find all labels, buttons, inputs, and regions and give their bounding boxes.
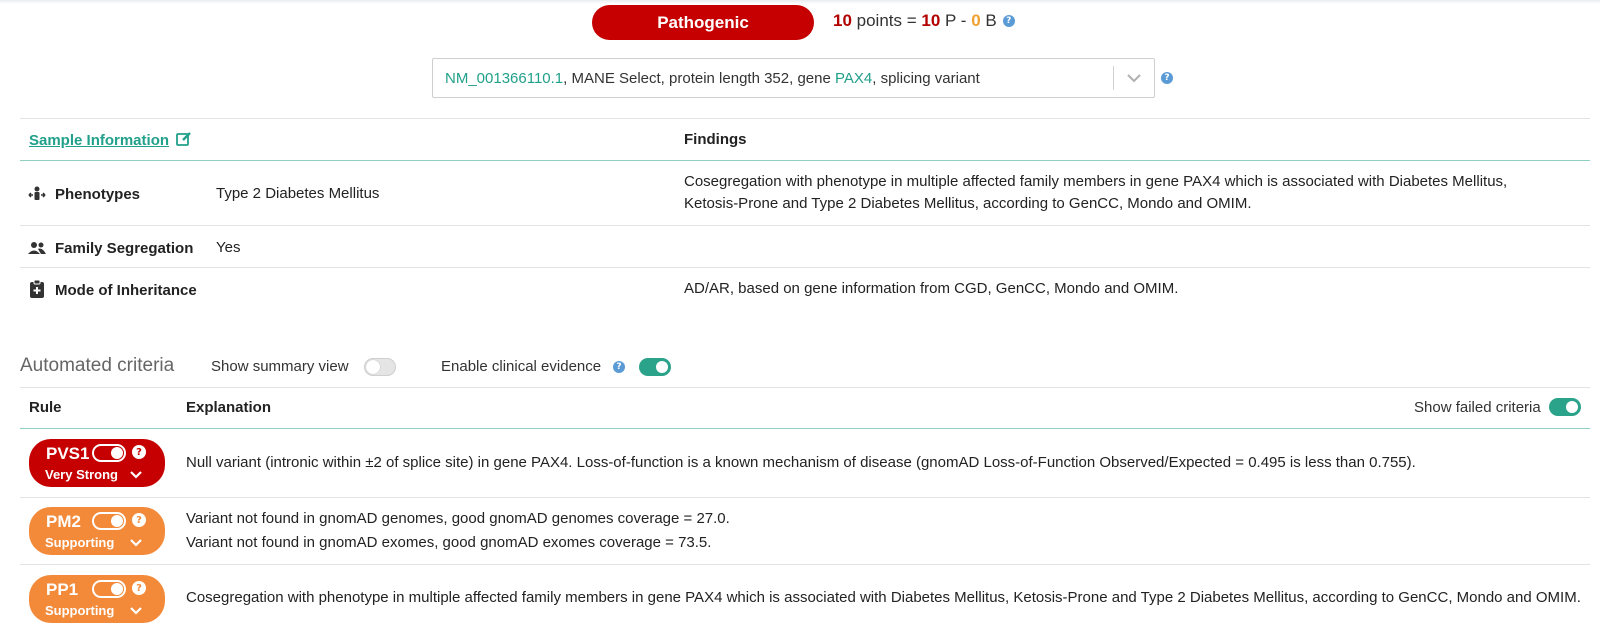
criterion-explanation-line: Variant not found in gnomAD exomes, good gnomAD exomes coverage = 73.5. bbox=[186, 534, 712, 551]
rule-column-header: Rule bbox=[29, 399, 62, 416]
points-total: 10 bbox=[833, 11, 852, 30]
chevron-down-icon[interactable] bbox=[1114, 74, 1154, 83]
failed-criteria-toggle[interactable] bbox=[1549, 398, 1581, 416]
phenotypes-value: Type 2 Diabetes Mellitus bbox=[216, 185, 380, 202]
transcript-select-value bbox=[433, 70, 1113, 87]
divider bbox=[20, 118, 1590, 119]
points-p-label: P - bbox=[940, 11, 972, 30]
criterion-toggle[interactable] bbox=[92, 512, 126, 530]
phenotypes-label: Phenotypes bbox=[55, 186, 141, 203]
criterion-code: PM2 bbox=[46, 512, 81, 531]
family-segregation-value: Yes bbox=[216, 239, 241, 256]
divider bbox=[20, 564, 1590, 565]
criterion-strength: Supporting bbox=[45, 603, 115, 618]
strength-dropdown-icon[interactable] bbox=[129, 535, 143, 553]
transcript-suffix: , splicing variant bbox=[872, 69, 980, 87]
person-arrows-icon bbox=[28, 185, 46, 203]
verdict-badge: Pathogenic bbox=[592, 5, 814, 40]
help-icon[interactable]: ? bbox=[132, 513, 146, 527]
criterion-code: PP1 bbox=[46, 580, 79, 599]
criterion-strength: Very Strong bbox=[45, 467, 118, 482]
help-icon[interactable]: ? bbox=[132, 445, 146, 459]
divider bbox=[20, 267, 1590, 268]
edit-icon[interactable] bbox=[176, 131, 192, 151]
criterion-toggle[interactable] bbox=[92, 580, 126, 598]
summary-view-label: Show summary view bbox=[211, 358, 349, 375]
strength-dropdown-icon[interactable] bbox=[129, 467, 143, 485]
summary-view-toggle[interactable] bbox=[364, 358, 396, 376]
criterion-badge-pp1 bbox=[29, 575, 165, 623]
failed-criteria-label: Show failed criteria bbox=[1414, 399, 1541, 416]
users-icon bbox=[28, 239, 46, 257]
clipboard-plus-icon bbox=[28, 280, 46, 298]
criterion-explanation: Cosegregation with phenotype in multiple affected family members in gene PAX4 which is associated with Diabetes Mellitus, Ketosis-Prone and Type 2 Diabetes Mellitus, according to GenCC, Mondo and OMIM. bbox=[186, 589, 1581, 606]
phenotypes-finding: Cosegregation with phenotype in multiple affected family members in gene PAX4 which is associated with Diabetes Mellitus, Ketosis-Prone and Type 2 Diabetes Mellitus, according to GenCC, Mondo and OMIM. bbox=[684, 173, 1508, 212]
mode-of-inheritance-finding: AD/AR, based on gene information from CGD, GenCC, Mondo and OMIM. bbox=[684, 280, 1179, 297]
sample-info-link[interactable]: Sample Information bbox=[29, 132, 170, 149]
strength-dropdown-icon[interactable] bbox=[129, 603, 143, 621]
criterion-badge-pm2 bbox=[29, 507, 165, 555]
transcript-gene: PAX4 bbox=[835, 69, 873, 87]
findings-header: Findings bbox=[684, 131, 747, 148]
clinical-evidence-help-icon[interactable]: ? bbox=[613, 361, 625, 373]
clinical-evidence-label: Enable clinical evidence bbox=[441, 358, 602, 375]
transcript-help-icon[interactable]: ? bbox=[1161, 72, 1173, 84]
sample-info-header[interactable] bbox=[29, 131, 192, 151]
automated-criteria-title: Automated criteria bbox=[20, 355, 175, 376]
help-icon[interactable]: ? bbox=[132, 581, 146, 595]
divider bbox=[20, 497, 1590, 498]
criterion-strength: Supporting bbox=[45, 535, 115, 550]
mode-of-inheritance-label: Mode of Inheritance bbox=[55, 282, 197, 299]
criterion-badge-pvs1 bbox=[29, 439, 165, 487]
family-segregation-label: Family Segregation bbox=[55, 240, 194, 257]
divider bbox=[20, 387, 1590, 388]
transcript-select[interactable] bbox=[432, 58, 1155, 98]
points-help-icon[interactable]: ? bbox=[1003, 15, 1015, 27]
points-summary bbox=[833, 11, 1015, 31]
criterion-toggle[interactable] bbox=[92, 444, 126, 462]
points-b-value: 0 bbox=[971, 11, 981, 30]
header-divider bbox=[20, 428, 1590, 429]
points-b-label: B bbox=[980, 11, 997, 30]
divider bbox=[20, 225, 1590, 226]
top-shadow bbox=[0, 0, 1600, 4]
transcript-details: , MANE Select, protein length 352, gene bbox=[563, 69, 835, 87]
transcript-id: NM_001366110.1 bbox=[445, 69, 564, 87]
clinical-evidence-toggle[interactable] bbox=[639, 358, 671, 376]
criterion-explanation-line: Variant not found in gnomAD genomes, good gnomAD genomes coverage = 27.0. bbox=[186, 510, 730, 527]
points-total-label: points = bbox=[851, 11, 922, 30]
points-p-value: 10 bbox=[921, 11, 941, 30]
header-divider bbox=[20, 160, 1590, 161]
criterion-explanation: Null variant (intronic within ±2 of splice site) in gene PAX4. Loss-of-function is a known mechanism of disease (gnomAD Loss-of-Function Observed/Expected = 0.495 is less than 0.755). bbox=[186, 454, 1416, 471]
criterion-code: PVS1 bbox=[46, 444, 90, 463]
explanation-column-header: Explanation bbox=[186, 399, 272, 416]
